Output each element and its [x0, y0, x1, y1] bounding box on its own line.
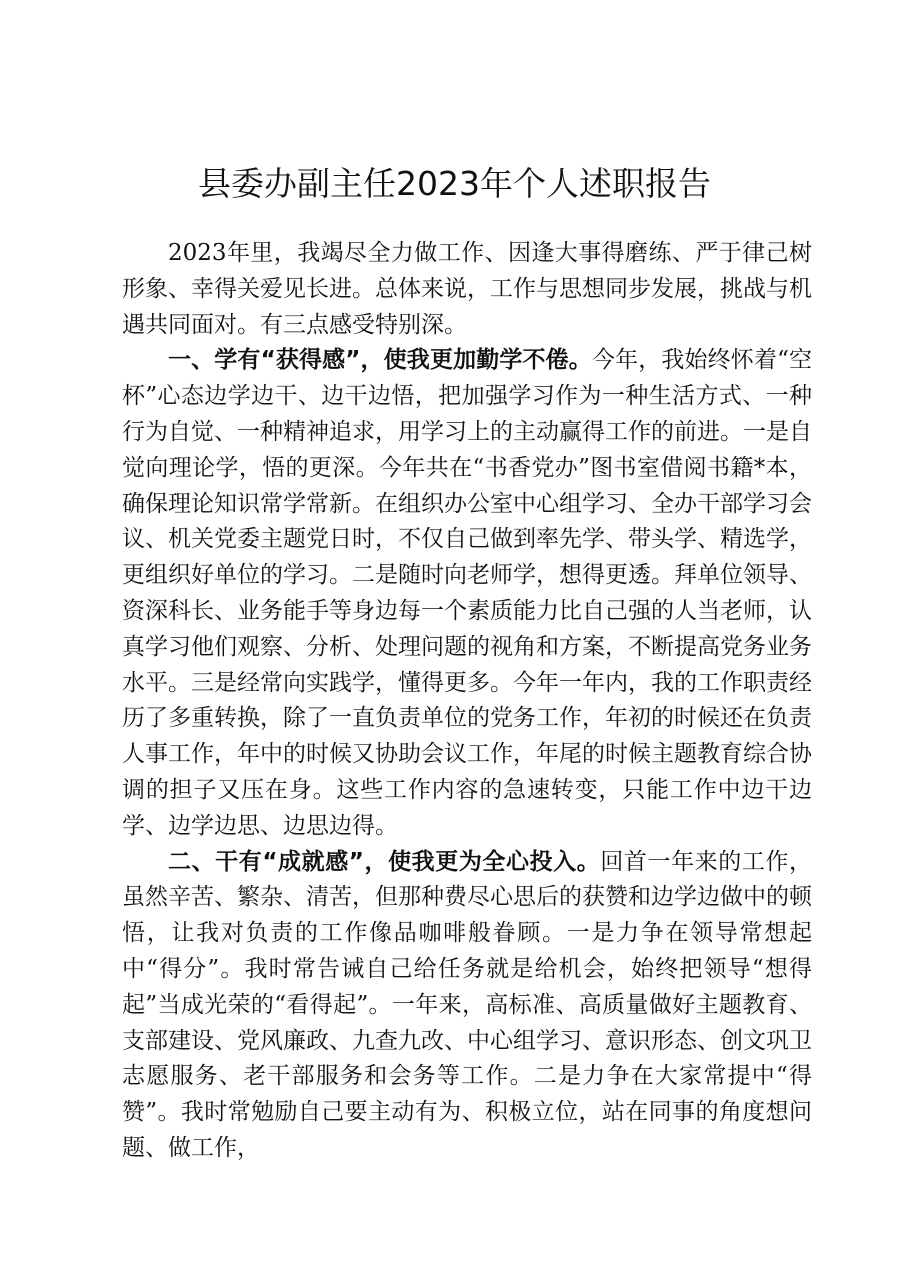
document-body [122, 236, 812, 1167]
document-title: 县委办副主任2023年个人述职报告 [198, 164, 711, 203]
paragraph-text: 2023年里，我竭尽全力做工作、因逢大事得磨练、严于律己树形象、幸得关爱见长进。总体来说，工作与思想同步发展，挑战与机遇共同面对。有三点感受特别深。 [122, 240, 812, 338]
paragraph-heading: 一、学有“获得感”，使我更加勤学不倦。 [168, 347, 592, 374]
paragraph-heading: 二、干有“成就感”，使我更为全心投入。 [168, 848, 601, 875]
paragraph-learning [122, 343, 812, 844]
paragraph-intro [122, 236, 812, 343]
paragraph-achievement [122, 845, 812, 1167]
paragraph-text: 今年，我始终怀着“空杯”心态边学边干、边干边悟，把加强学习作为一种生活方式、一种行为自觉、一种精神追求，用学习上的主动赢得工作的前进。一是自觉向理论学，悟的更深。今年共在“书香党办”图书室借阅书籍*本，确保理论知识常学常新。在组织办公室中心组学习、全办干部学习会议、机关党委主题党日时，不仅自己做到率先学、带头学、精选学，更组织好单位的学习。二是随时向老师学，想得更透。拜单位领导、资深科长、业务能手等身边每一个素质能力比自己强的人当老师，认真学习他们观察、分析、处理问题的视角和方案，不断提高党务业务水平。三是经常向实践学，懂得更多。今年一年内，我的工作职责经历了多重转换，除了一直负责单位的党务工作，年初的时候还在负责人事工作，年中的时候又协助会议工作，年尾的时候主题教育综合协调的担子又压在身。这些工作内容的急速转变，只能工作中边干边学、边学边思、边思边得。 [122, 347, 812, 839]
paragraph-text: 回首一年来的工作，虽然辛苦、繁杂、清苦，但那种费尽心思后的获赞和边学边做中的顿悟，让我对负责的工作像品咖啡般眷顾。一是力争在领导常想起中“得分”。我时常告诫自己给任务就是给机会，始终把领导“想得起”当成光荣的“看得起”。一年来，高标准、高质量做好主题教育、支部建设、党风廉政、九查九改、中心组学习、意识形态、创文巩卫志愿服务、老干部服务和会务等工作。二是力争在大家常提中“得赞”。我时常勉励自己要主动有为、积极立位，站在同事的角度想问题、做工作， [122, 848, 812, 1161]
